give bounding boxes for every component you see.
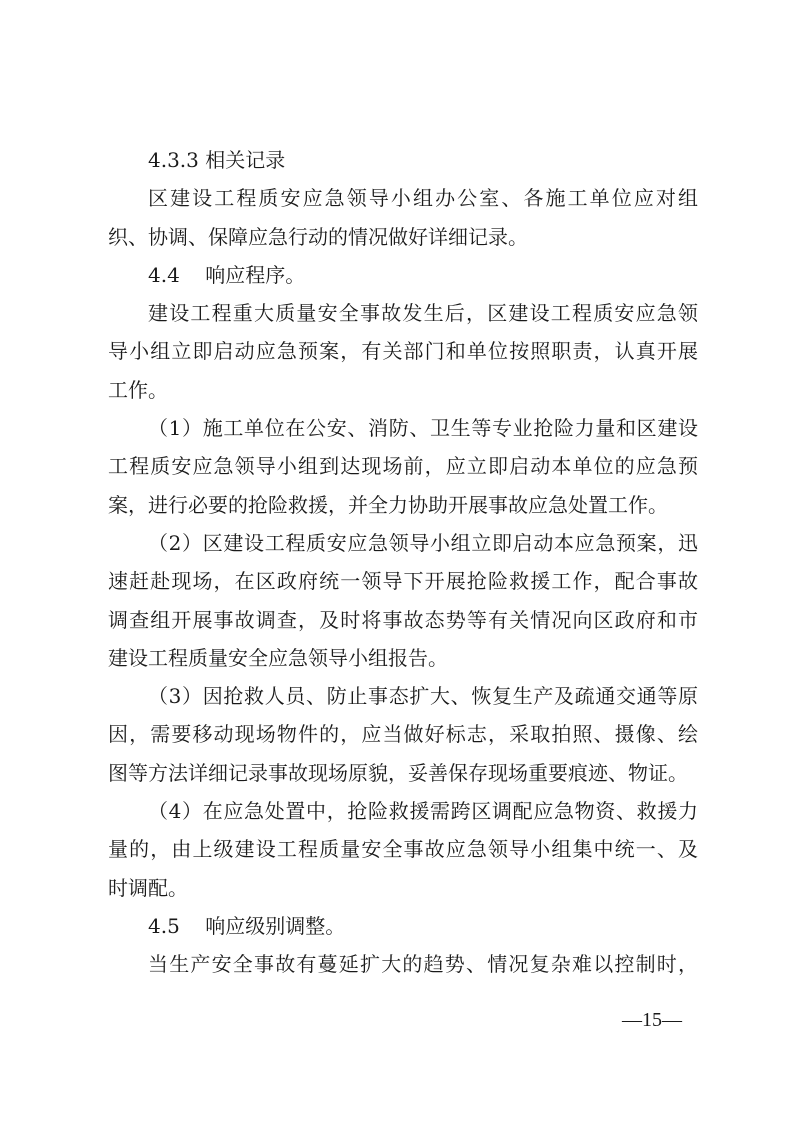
- list-item-line: 建设工程质量安全应急领导小组报告。: [108, 645, 448, 670]
- paragraph-line: 当生产安全事故有蔓延扩大的趋势、情况复杂难以控制时，: [148, 952, 698, 977]
- list-item-line: （2）区建设工程质安应急领导小组立即启动本应急预案，迅: [148, 530, 698, 555]
- section-heading-4-5: 4.5 响应级别调整。: [148, 913, 346, 938]
- document-body: [108, 141, 698, 984]
- list-item-line: 调查组开展事故调查，及时将事故态势等有关情况向区政府和市: [108, 607, 698, 632]
- page-number: —15—: [622, 1009, 682, 1031]
- paragraph-line: 织、协调、保障应急行动的情况做好详细记录。: [108, 224, 528, 249]
- list-item-line: 案，进行必要的抢险救援，并全力协助开展事故应急处置工作。: [108, 492, 668, 517]
- paragraph-line: 建设工程重大质量安全事故发生后，区建设工程质安应急领: [148, 301, 698, 326]
- list-item-line: （3）因抢救人员、防止事态扩大、恢复生产及疏通交通等原: [148, 684, 698, 709]
- list-item-line: 时调配。: [108, 875, 188, 900]
- section-heading-4-4: 4.4 响应程序。: [148, 262, 306, 287]
- list-item-line: 图等方法详细记录事故现场原貌，妥善保存现场重要痕迹、物证。: [108, 760, 688, 785]
- subsection-heading-4-3-3: 4.3.3 相关记录: [148, 148, 286, 172]
- list-item-line: 量的，由上级建设工程质量安全事故应急领导小组集中统一、及: [108, 837, 698, 862]
- list-item-line: 因，需要移动现场物件的，应当做好标志，采取拍照、摄像、绘: [108, 722, 698, 747]
- list-item-line: 速赶赴现场，在区政府统一领导下开展抢险救援工作，配合事故: [108, 569, 698, 594]
- paragraph-line: 区建设工程质安应急领导小组办公室、各施工单位应对组: [148, 186, 698, 211]
- list-item-line: （1）施工单位在公安、消防、卫生等专业抢险力量和区建设: [148, 416, 698, 441]
- paragraph-line: 导小组立即启动应急预案，有关部门和单位按照职责，认真开展: [108, 339, 698, 364]
- list-item-line: （4）在应急处置中，抢险救援需跨区调配应急物资、救援力: [148, 799, 698, 824]
- list-item-line: 工程质安应急领导小组到达现场前，应立即启动本单位的应急预: [108, 454, 698, 479]
- paragraph-line: 工作。: [108, 377, 168, 402]
